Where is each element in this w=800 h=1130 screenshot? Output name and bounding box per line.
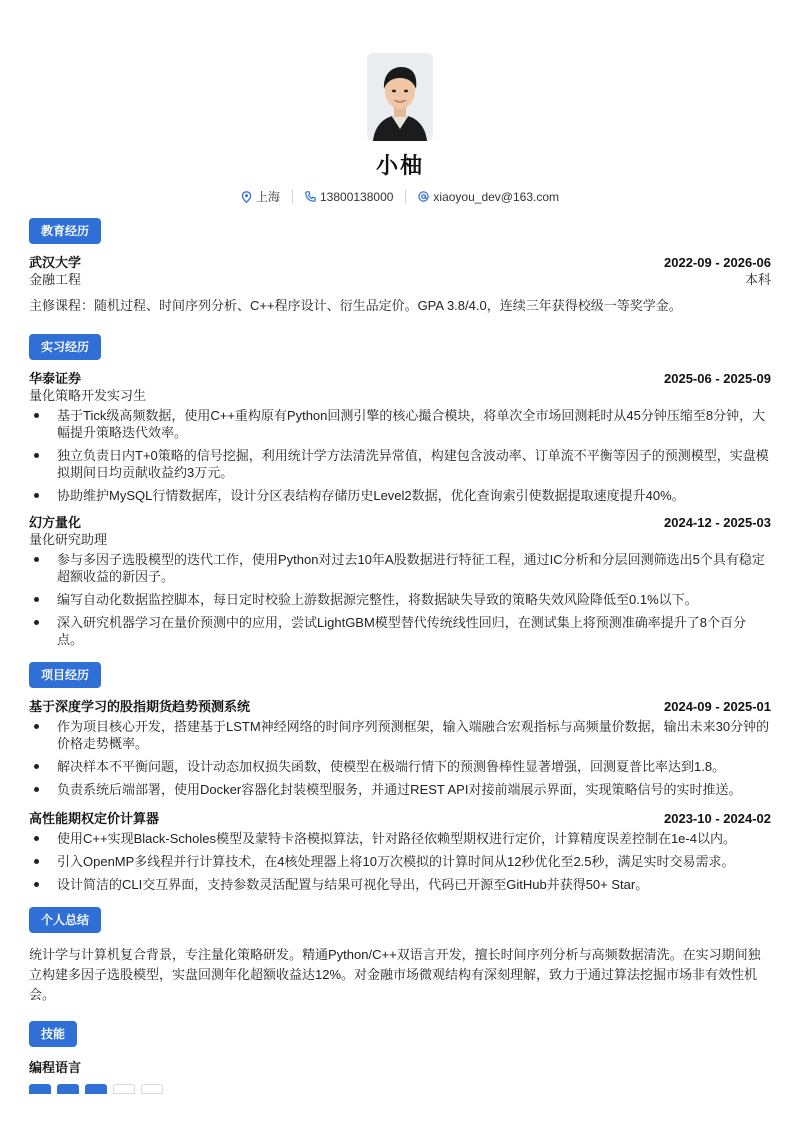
bullet-item: 作为项目核心开发，搭建基于LSTM神经网络的时间序列预测框架，输入端融合宏观指标与高频量价数据，输出未来30分钟的价格走势概率。 xyxy=(29,718,771,752)
contact-divider xyxy=(405,190,406,203)
company-name: 华泰证券 xyxy=(29,371,82,386)
skill-level-filled xyxy=(85,1084,107,1094)
role: 量化策略开发实习生 xyxy=(29,388,147,403)
education-sub xyxy=(29,271,771,288)
skill-level-meter xyxy=(29,1084,771,1094)
entry-dates: 2025-06 - 2025-09 xyxy=(664,371,771,386)
avatar-photo xyxy=(367,53,433,141)
entry-sub xyxy=(29,387,771,404)
project-entry xyxy=(29,810,771,893)
internship-entry xyxy=(29,370,771,504)
email-text[interactable]: xiaoyou_dev@163.com xyxy=(433,189,560,204)
skill-level-filled xyxy=(29,1084,51,1094)
internship-entry xyxy=(29,514,771,648)
bullet-list xyxy=(29,551,771,648)
summary-section xyxy=(29,907,771,1005)
section-title-projects: 项目经历 xyxy=(29,662,101,688)
education-section xyxy=(29,218,771,316)
phone-text: 13800138000 xyxy=(320,189,394,204)
entry-head xyxy=(29,810,771,827)
resume-header xyxy=(0,0,800,205)
company-name: 幻方量化 xyxy=(29,515,82,530)
section-title-summary: 个人总结 xyxy=(29,907,101,933)
school-name: 武汉大学 xyxy=(29,255,82,270)
courses-text: 主修课程：随机过程、时间序列分析、C++程序设计、衍生品定价。GPA 3.8/4.0，连续三年获得校级一等奖学金。 xyxy=(29,298,682,313)
section-title-education: 教育经历 xyxy=(29,218,101,244)
skill-level-filled xyxy=(57,1084,79,1094)
section-title-skills: 技能 xyxy=(29,1021,77,1047)
degree: 本科 xyxy=(744,272,771,287)
contact-divider xyxy=(292,190,293,203)
summary-text: 统计学与计算机复合背景，专注量化策略研发。精通Python/C++双语言开发，擅长时间序列分析与高频数据清洗。在实习期间独立构建多因子选股模型，实盘回测年化超额收益达12%。对金融市场微观结构有深刻理解，致力于通过算法挖掘市场非有效性机会。 xyxy=(29,947,761,1002)
contact-location xyxy=(241,188,280,205)
bullet-item: 基于Tick级高频数据，使用C++重构原有Python回测引擎的核心撮合模块，将单次全市场回测耗时从45分钟压缩至8分钟，大幅提升策略迭代效率。 xyxy=(29,407,771,441)
skills-section xyxy=(29,1021,771,1094)
location-pin-icon xyxy=(241,191,252,203)
bullet-item: 独立负责日内T+0策略的信号挖掘，利用统计学方法清洗异常值，构建包含波动率、订单流不平衡等因子的预测模型，实盘模拟期间日均贡献收益约3万元。 xyxy=(29,447,771,481)
contact-phone xyxy=(305,190,393,204)
phone-icon xyxy=(305,191,316,202)
entry-dates: 2024-12 - 2025-03 xyxy=(664,515,771,530)
bullet-item: 协助维护MySQL行情数据库，设计分区表结构存储历史Level2数据，优化查询索引使数据提取速度提升40%。 xyxy=(29,487,771,504)
candidate-name: 小柚 xyxy=(375,153,424,178)
bullet-item: 引入OpenMP多线程并行计算技术，在4核处理器上将10万次模拟的计算时间从12秒优化至2.5秒，满足实时交易需求。 xyxy=(29,853,771,870)
entry-head xyxy=(29,514,771,531)
contact-email[interactable] xyxy=(418,190,559,204)
bullet-list xyxy=(29,718,771,798)
entry-dates: 2024-09 - 2025-01 xyxy=(664,699,771,714)
entry-head xyxy=(29,698,771,715)
bullet-list xyxy=(29,830,771,893)
avatar xyxy=(367,53,433,141)
contact-bar xyxy=(0,188,800,205)
resume-content xyxy=(29,218,771,1094)
section-title-internship: 实习经历 xyxy=(29,334,101,360)
location-text: 上海 xyxy=(255,190,280,204)
bullet-item: 参与多因子选股模型的迭代工作，使用Python对过去10年A股数据进行特征工程，通过IC分析和分层回测筛选出5个具有稳定超额收益的新因子。 xyxy=(29,551,771,585)
bullet-item: 解决样本不平衡问题，设计动态加权损失函数，使模型在极端行情下的预测鲁棒性显著增强，回测夏普比率达到1.8。 xyxy=(29,758,771,775)
skill-level-empty xyxy=(141,1084,163,1094)
entry-head xyxy=(29,370,771,387)
skill-level-empty xyxy=(113,1084,135,1094)
education-dates: 2022-09 - 2026-06 xyxy=(664,255,771,270)
major: 金融工程 xyxy=(29,272,82,287)
projects-section xyxy=(29,662,771,893)
role: 量化研究助理 xyxy=(29,532,108,547)
bullet-item: 负责系统后端部署，使用Docker容器化封装模型服务，并通过REST API对接前端展示界面，实现策略信号的实时推送。 xyxy=(29,781,771,798)
bullet-item: 使用C++实现Black-Scholes模型及蒙特卡洛模拟算法，针对路径依赖型期权进行定价，计算精度误差控制在1e-4以内。 xyxy=(29,830,771,847)
bullet-list xyxy=(29,407,771,504)
project-name: 高性能期权定价计算器 xyxy=(29,811,160,826)
bullet-item: 深入研究机器学习在量价预测中的应用，尝试LightGBM模型替代传统线性回归，在测试集上将预测准确率提升了8个百分点。 xyxy=(29,614,771,648)
entry-dates: 2023-10 - 2024-02 xyxy=(664,811,771,826)
email-at-icon xyxy=(418,191,429,202)
project-name: 基于深度学习的股指期货趋势预测系统 xyxy=(29,699,251,714)
project-entry xyxy=(29,698,771,798)
bullet-item: 设计简洁的CLI交互界面，支持参数灵活配置与结果可视化导出，代码已开源至GitHub并获得50+ Star。 xyxy=(29,876,771,893)
skill-category: 编程语言 xyxy=(29,1060,82,1075)
entry-sub xyxy=(29,531,771,548)
education-head xyxy=(29,254,771,271)
bullet-item: 编写自动化数据监控脚本，每日定时校验上游数据源完整性，将数据缺失导致的策略失效风险降低至0.1%以下。 xyxy=(29,591,771,608)
internship-section xyxy=(29,334,771,648)
